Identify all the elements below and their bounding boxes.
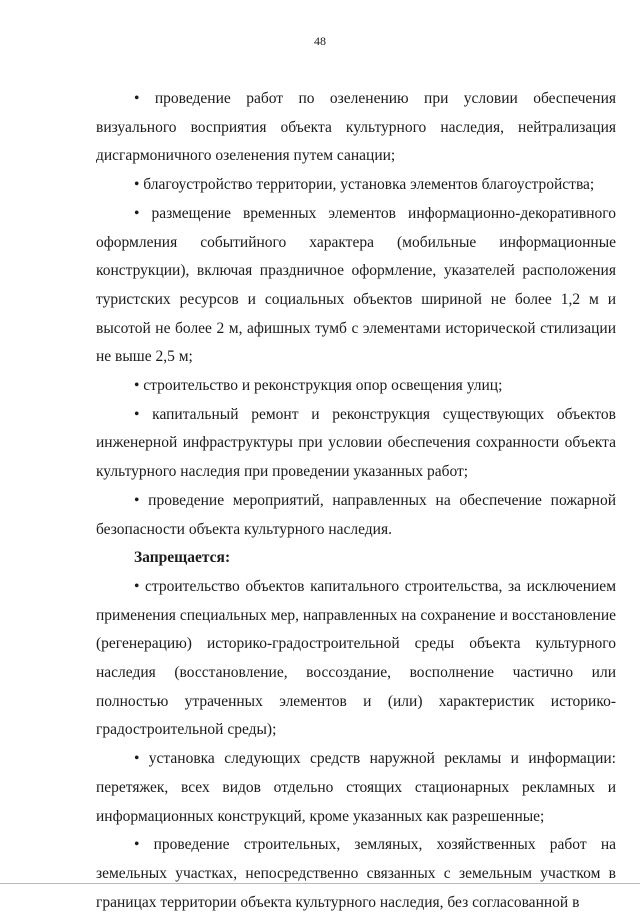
list-item-infrastructure-repair: • капитальный ремонт и реконструкция существующих объектов инженерной инфраструктуры при условии обеспечения сохранности объекта культурного наследия при проведении указанных работ; xyxy=(96,405,616,481)
page-number: 48 xyxy=(314,34,326,48)
list-item-fire-safety: • проведение мероприятий, направленных на обеспечение пожарной безопасности объекта культурного наследия. xyxy=(96,491,616,538)
list-item-earthworks: • проведение строительных, земляных, хозяйственных работ на земельных участках, непосредственно связанных с земельным участком в границах территории объекта культурного наследия, без согласованной в xyxy=(96,836,616,911)
document-body xyxy=(96,85,616,917)
list-item-landscaping: • проведение работ по озеленению при условии обеспечения визуального восприятия объекта культурного наследия, нейтрализация дисгармоничного озеленения путем санации; xyxy=(96,90,616,165)
scan-edge-line xyxy=(0,883,640,884)
list-item-street-lighting: • строительство и реконструкция опор освещения улиц; xyxy=(134,377,503,395)
section-heading-prohibited: Запрещается: xyxy=(134,549,231,567)
list-item-temporary-elements: • размещение временных элементов информационно-декоративного оформления событийного характера (мобильные информационные конструкции), включая праздничное оформление, указателей расположения туристских ресурсов и социальных объектов шириной не более 1,2 м и высотой не более 2 м, афишных тумб с элементами исторической стилизации не выше 2,5 м; xyxy=(96,204,616,366)
list-item-outdoor-advertising: • установка следующих средств наружной рекламы и информации: перетяжек, всех видов отдельно стоящих стационарных рекламных и информационных конструкций, кроме указанных как разрешенные; xyxy=(96,750,616,825)
list-item-capital-construction: • строительство объектов капитального строительства, за исключением применения специальных мер, направленных на сохранение и восстановление (регенерацию) историко-градостроительной среды объекта культурного наследия (восстановление, воссоздание, восполнение частично или полностью утраченных элементов и (или) характеристик историко-градостроительной среды); xyxy=(96,577,616,739)
list-item-improvement: • благоустройство территории, установка элементов благоустройства; xyxy=(134,176,595,194)
